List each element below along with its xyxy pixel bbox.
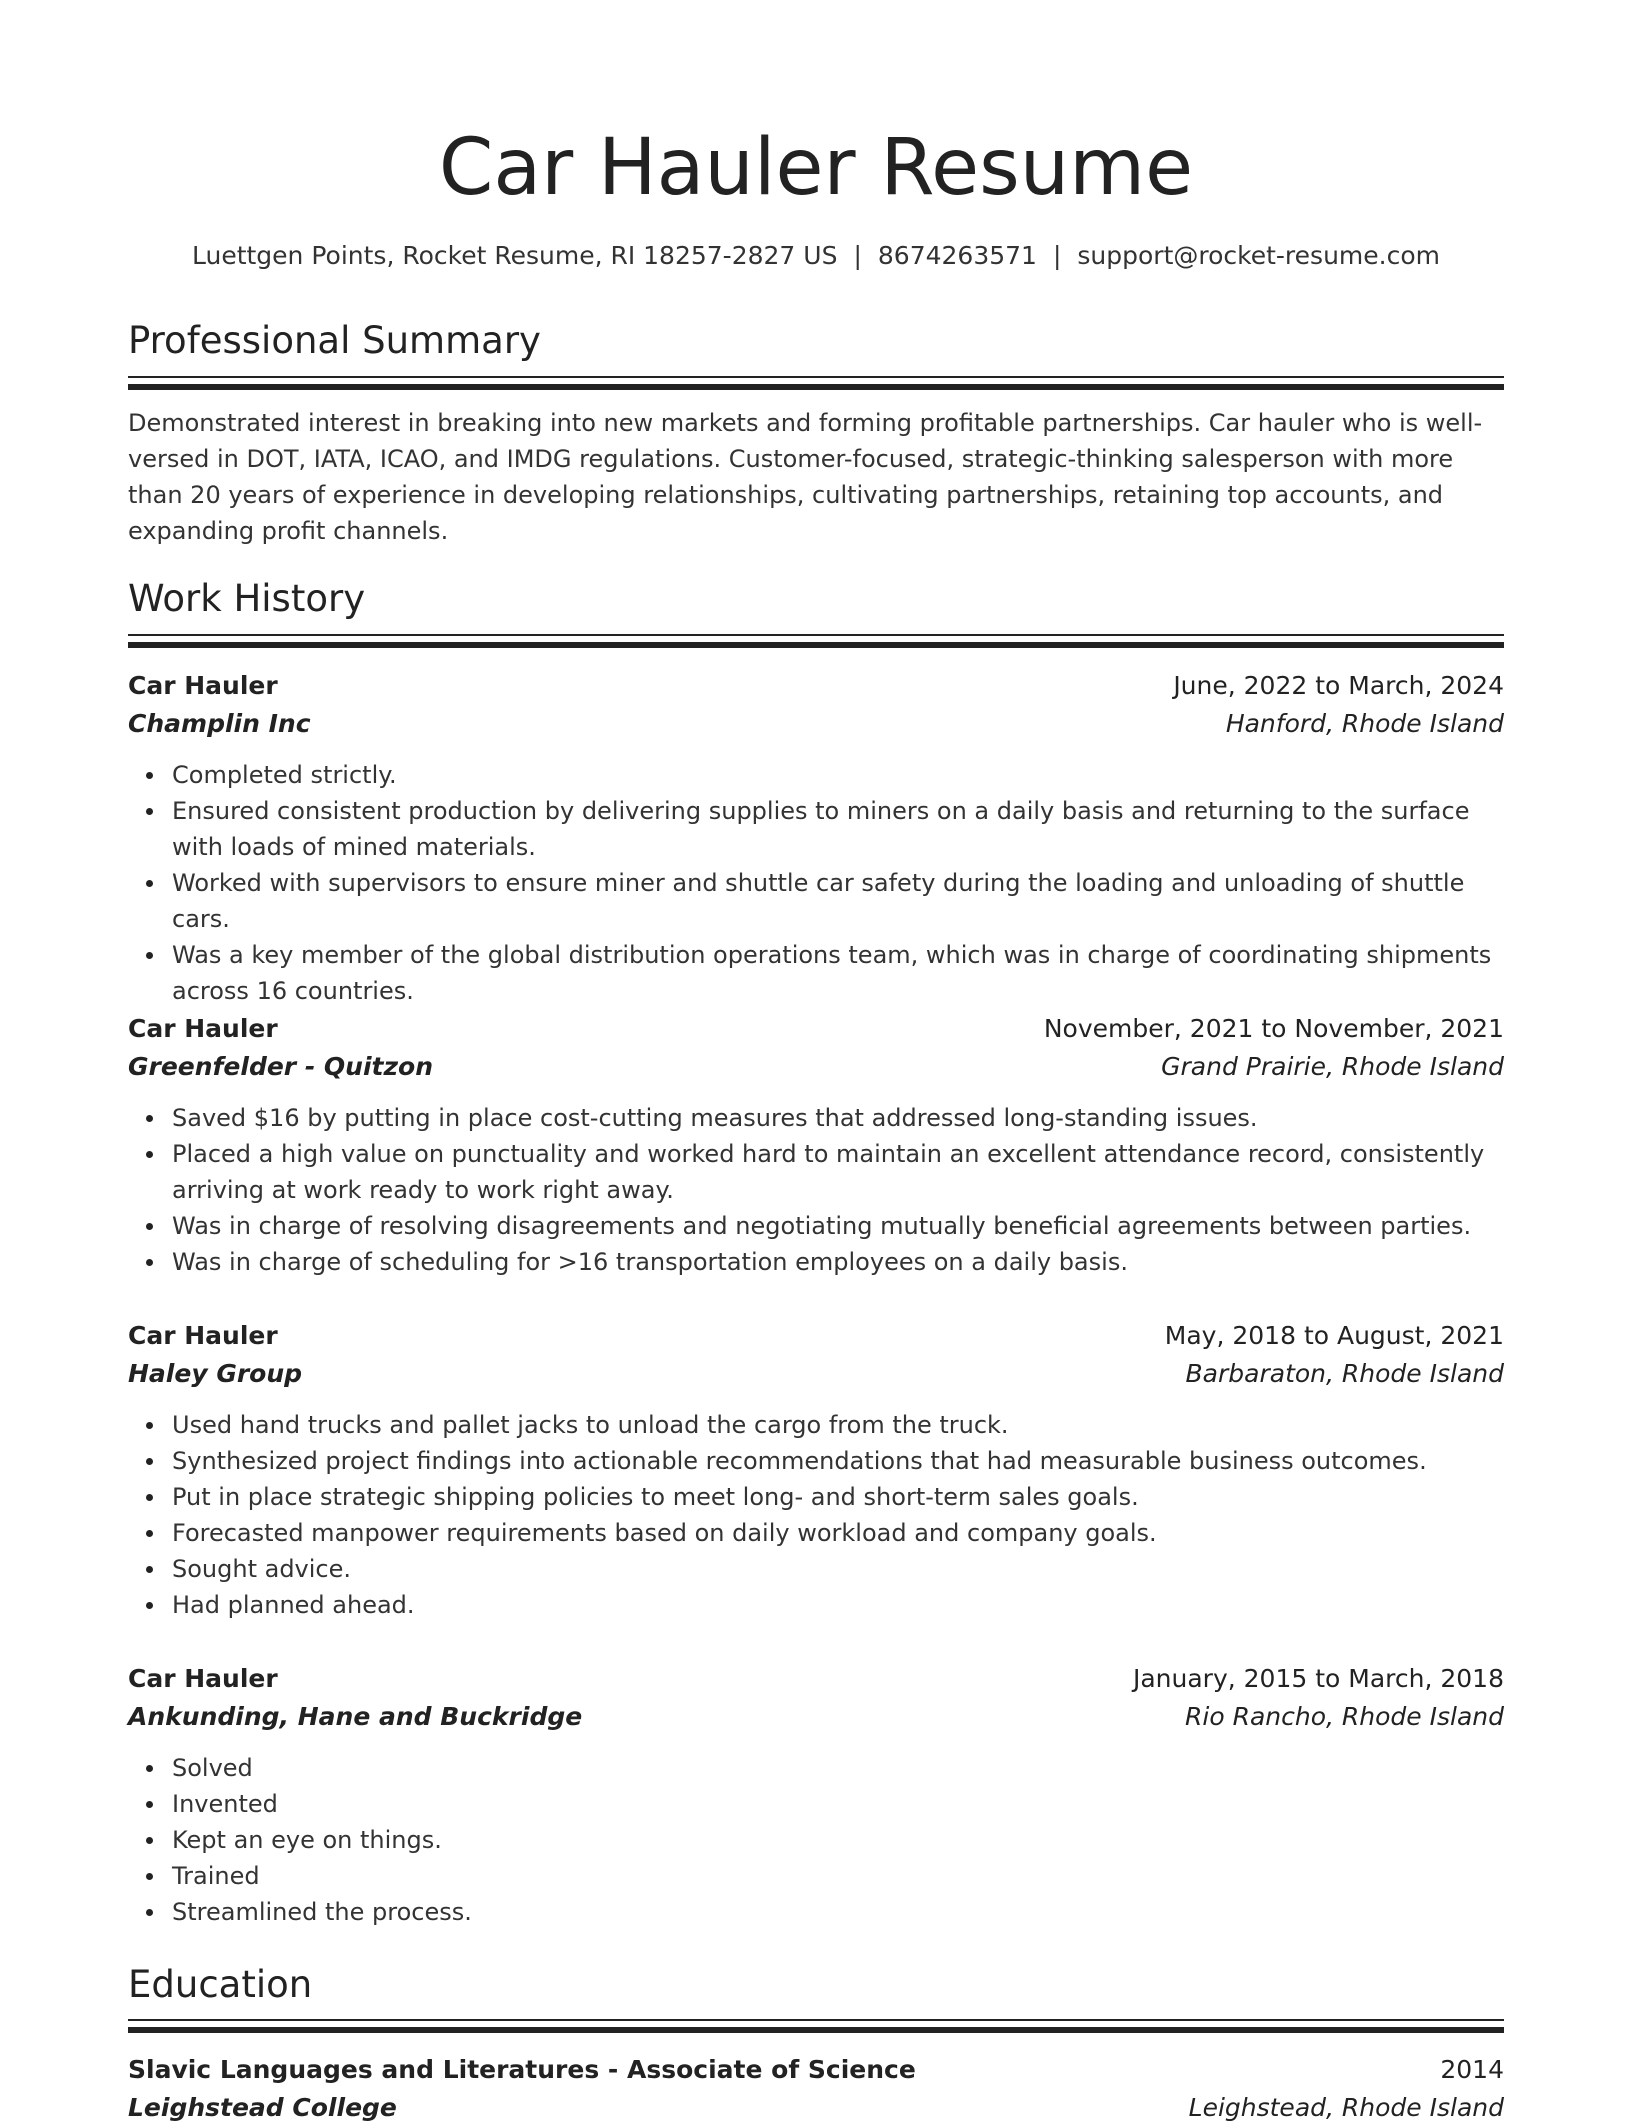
job-location: Barbaraton, Rhode Island: [1185, 1359, 1504, 1388]
job-bullets: [128, 1750, 1504, 1930]
bullet-item: Saved $16 by putting in place cost-cutting measures that addressed long-standing issues.: [172, 1100, 1504, 1136]
job-entry: [128, 1317, 1504, 1623]
bullet-item: Synthesized project findings into actionable recommendations that had measurable business outcomes.: [172, 1443, 1504, 1479]
section-heading-work: Work History: [128, 577, 366, 620]
job-bullets: [128, 1100, 1504, 1280]
summary-section-header: [128, 316, 1504, 366]
graduation-year: 2014: [1440, 2055, 1504, 2084]
job-dates: January, 2015 to March, 2018: [1132, 1664, 1504, 1693]
job-location: Rio Rancho, Rhode Island: [1185, 1702, 1504, 1731]
job-location: Hanford, Rhode Island: [1225, 709, 1504, 738]
job-entry: [128, 667, 1504, 1009]
job-bullets: [128, 1407, 1504, 1623]
job-location: Grand Prairie, Rhode Island: [1161, 1052, 1504, 1081]
job-title: Car Hauler: [128, 1664, 278, 1693]
bullet-item: Trained: [172, 1858, 1504, 1894]
bullet-item: Used hand trucks and pallet jacks to unload the cargo from the truck.: [172, 1407, 1504, 1443]
section-divider: [128, 2019, 1504, 2021]
school-location: Leighstead, Rhode Island: [1188, 2093, 1504, 2122]
page-title: Car Hauler Resume: [438, 123, 1194, 213]
bullet-item: Solved: [172, 1750, 1504, 1786]
company-name: Ankunding, Hane and Buckridge: [128, 1702, 583, 1731]
bullet-item: Worked with supervisors to ensure miner and shuttle car safety during the loading and unloading of shuttle cars.: [172, 865, 1504, 937]
company-name: Champlin Inc: [128, 709, 311, 738]
company-name: Haley Group: [128, 1359, 303, 1388]
job-dates: June, 2022 to March, 2024: [1173, 671, 1504, 700]
company-name: Greenfelder - Quitzon: [128, 1052, 434, 1081]
contact-line: [128, 238, 1504, 274]
job-title: Car Hauler: [128, 1014, 278, 1043]
education-entry: [128, 2051, 1504, 2127]
summary-text: Demonstrated interest in breaking into new markets and forming profitable partnerships. Car hauler who is well-versed in DOT, IATA, ICAO, and IMDG regulations. Customer-focused, strategic-thinking salesperson with more than 20 years of experience in developing relationships, cultivating partnerships, retaining top accounts, and expanding profit channels.: [128, 409, 1483, 545]
section-heading-summary: Professional Summary: [128, 319, 541, 362]
section-divider: [128, 376, 1504, 378]
contact-phone: 8674263571: [877, 241, 1037, 270]
section-divider: [128, 384, 1504, 390]
section-heading-education: Education: [128, 1963, 313, 2006]
bullet-item: Completed strictly.: [172, 757, 1504, 793]
bullet-item: Kept an eye on things.: [172, 1822, 1504, 1858]
section-divider: [128, 642, 1504, 648]
section-divider: [128, 634, 1504, 636]
bullet-item: Was in charge of resolving disagreements and negotiating mutually beneficial agreements between parties.: [172, 1208, 1504, 1244]
bullet-item: Had planned ahead.: [172, 1587, 1504, 1623]
job-title: Car Hauler: [128, 671, 278, 700]
bullet-item: Placed a high value on punctuality and worked hard to maintain an excellent attendance record, consistently arriving at work ready to work right away.: [172, 1136, 1504, 1208]
work-section-header: [128, 574, 1504, 624]
section-divider: [128, 2027, 1504, 2033]
contact-email: support@rocket-resume.com: [1077, 241, 1440, 270]
bullet-item: Streamlined the process.: [172, 1894, 1504, 1930]
bullet-item: Sought advice.: [172, 1551, 1504, 1587]
contact-address: Luettgen Points, Rocket Resume, RI 18257-2827 US: [191, 241, 838, 270]
bullet-item: Forecasted manpower requirements based on daily workload and company goals.: [172, 1515, 1504, 1551]
job-bullets: [128, 757, 1504, 1009]
contact-separator: |: [853, 241, 862, 270]
job-dates: May, 2018 to August, 2021: [1164, 1321, 1504, 1350]
job-entry: [128, 1660, 1504, 1930]
job-title: Car Hauler: [128, 1321, 278, 1350]
job-entry: [128, 1010, 1504, 1280]
degree-name: Slavic Languages and Literatures - Associate of Science: [128, 2055, 916, 2084]
school-name: Leighstead College: [128, 2093, 397, 2122]
bullet-item: Put in place strategic shipping policies to meet long- and short-term sales goals.: [172, 1479, 1504, 1515]
bullet-item: Invented: [172, 1786, 1504, 1822]
contact-separator: |: [1052, 241, 1062, 270]
job-dates: November, 2021 to November, 2021: [1043, 1014, 1504, 1043]
bullet-item: Was in charge of scheduling for >16 transportation employees on a daily basis.: [172, 1244, 1504, 1280]
bullet-item: Ensured consistent production by delivering supplies to miners on a daily basis and returning to the surface with loads of mined materials.: [172, 793, 1504, 865]
education-section-header: [128, 1960, 1504, 2010]
bullet-item: Was a key member of the global distribution operations team, which was in charge of coordinating shipments across 16 countries.: [172, 937, 1504, 1009]
